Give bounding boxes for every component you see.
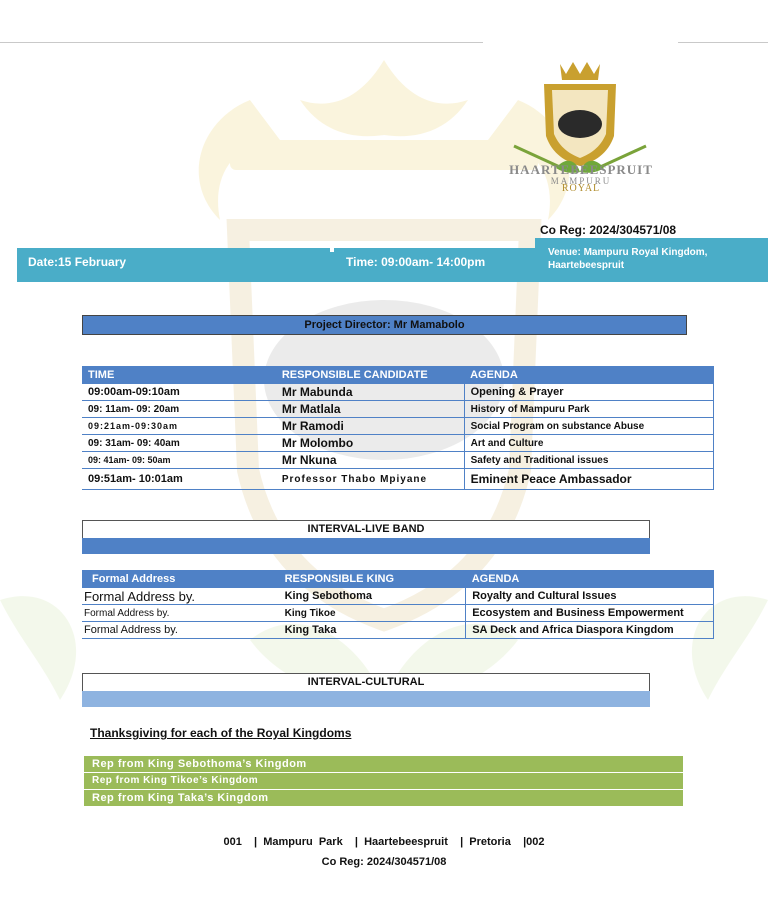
cell-king: King Sebothoma bbox=[279, 588, 466, 605]
event-time: Time: 09:00am- 14:00pm bbox=[346, 255, 486, 269]
event-venue: Venue: Mampuru Royal Kingdom, Haartebeespruit bbox=[548, 247, 708, 271]
project-director: Project Director: Mr Mamabolo bbox=[82, 315, 687, 335]
band-separator bbox=[330, 244, 334, 252]
cell-address: Formal Address by. bbox=[82, 588, 279, 605]
col-header-agenda: AGENDA bbox=[466, 570, 714, 588]
col-header-candidate: RESPONSIBLE CANDIDATE bbox=[276, 366, 464, 384]
cell-time: 09:21am-09:30am bbox=[82, 418, 276, 435]
table-row bbox=[82, 588, 714, 605]
table-row bbox=[82, 452, 714, 469]
cell-agenda: History of Mampuru Park bbox=[464, 401, 713, 418]
company-registration: Co Reg: 2024/304571/08 bbox=[540, 223, 677, 237]
col-header-formal-address: Formal Address bbox=[82, 570, 279, 588]
logo-subtitle: MAMPURU bbox=[550, 176, 612, 186]
footer-address: 001 | Mampuru Park | Haartebeespruit | Pretoria |002 bbox=[223, 836, 545, 848]
cell-time: 09: 11am- 09: 20am bbox=[82, 401, 276, 418]
interval-cultural: INTERVAL-CULTURAL bbox=[82, 673, 650, 692]
thanksgiving-item: Rep from King Sebothoma’s Kingdom bbox=[84, 756, 683, 772]
cell-agenda: Eminent Peace Ambassador bbox=[464, 469, 713, 490]
logo-royal: ROYAL bbox=[561, 183, 601, 194]
cell-candidate: Mr Ramodi bbox=[276, 418, 464, 435]
col-header-time: TIME bbox=[82, 366, 276, 384]
table-row bbox=[82, 435, 714, 452]
interval-live-band: INTERVAL-LIVE BAND bbox=[82, 520, 650, 539]
kings-header-row bbox=[82, 570, 714, 588]
cell-candidate: Mr Mabunda bbox=[276, 384, 464, 401]
cell-time: 09:00am-09:10am bbox=[82, 384, 276, 401]
table-row bbox=[82, 469, 714, 490]
top-rule-left bbox=[0, 42, 483, 43]
cell-agenda: SA Deck and Africa Diaspora Kingdom bbox=[466, 622, 714, 639]
cell-king: King Tikoe bbox=[279, 605, 466, 622]
cell-agenda: Opening & Prayer bbox=[464, 384, 713, 401]
col-header-responsible-king: RESPONSIBLE KING bbox=[279, 570, 466, 588]
logo-title: HAARTEBEESPRUIT bbox=[509, 162, 653, 177]
schedule-table bbox=[82, 366, 714, 490]
top-rule-right bbox=[678, 42, 768, 43]
kings-table bbox=[82, 570, 714, 639]
cell-address: Formal Address by. bbox=[82, 605, 279, 622]
event-date: Date:15 February bbox=[28, 255, 127, 269]
cell-time: 09: 31am- 09: 40am bbox=[82, 435, 276, 452]
cell-candidate: Mr Matlala bbox=[276, 401, 464, 418]
cell-agenda: Safety and Traditional issues bbox=[464, 452, 713, 469]
interval-bar bbox=[82, 538, 650, 554]
table-row bbox=[82, 418, 714, 435]
footer-registration: Co Reg: 2024/304571/08 bbox=[321, 856, 447, 868]
cell-time: 09: 41am- 09: 50am bbox=[82, 452, 276, 469]
cell-king: King Taka bbox=[279, 622, 466, 639]
table-row bbox=[82, 605, 714, 622]
cell-address: Formal Address by. bbox=[82, 622, 279, 639]
interval-bar bbox=[82, 691, 650, 707]
cell-candidate: Professor Thabo Mpiyane bbox=[276, 469, 464, 490]
schedule-header-row bbox=[82, 366, 714, 384]
col-header-agenda: AGENDA bbox=[464, 366, 713, 384]
thanksgiving-item: Rep from King Taka’s Kingdom bbox=[84, 790, 683, 806]
cell-candidate: Mr Molombo bbox=[276, 435, 464, 452]
cell-agenda: Art and Culture bbox=[464, 435, 713, 452]
table-row bbox=[82, 384, 714, 401]
cell-agenda: Royalty and Cultural Issues bbox=[466, 588, 714, 605]
cell-time: 09:51am- 10:01am bbox=[82, 469, 276, 490]
cell-candidate: Mr Nkuna bbox=[276, 452, 464, 469]
cell-agenda: Ecosystem and Business Empowerment bbox=[466, 605, 714, 622]
cell-agenda: Social Program on substance Abuse bbox=[464, 418, 713, 435]
thanksgiving-item: Rep from King Tikoe’s Kingdom bbox=[84, 773, 683, 789]
thanksgiving-title: Thanksgiving for each of the Royal Kingdoms bbox=[90, 726, 352, 740]
table-row bbox=[82, 401, 714, 418]
table-row bbox=[82, 622, 714, 639]
